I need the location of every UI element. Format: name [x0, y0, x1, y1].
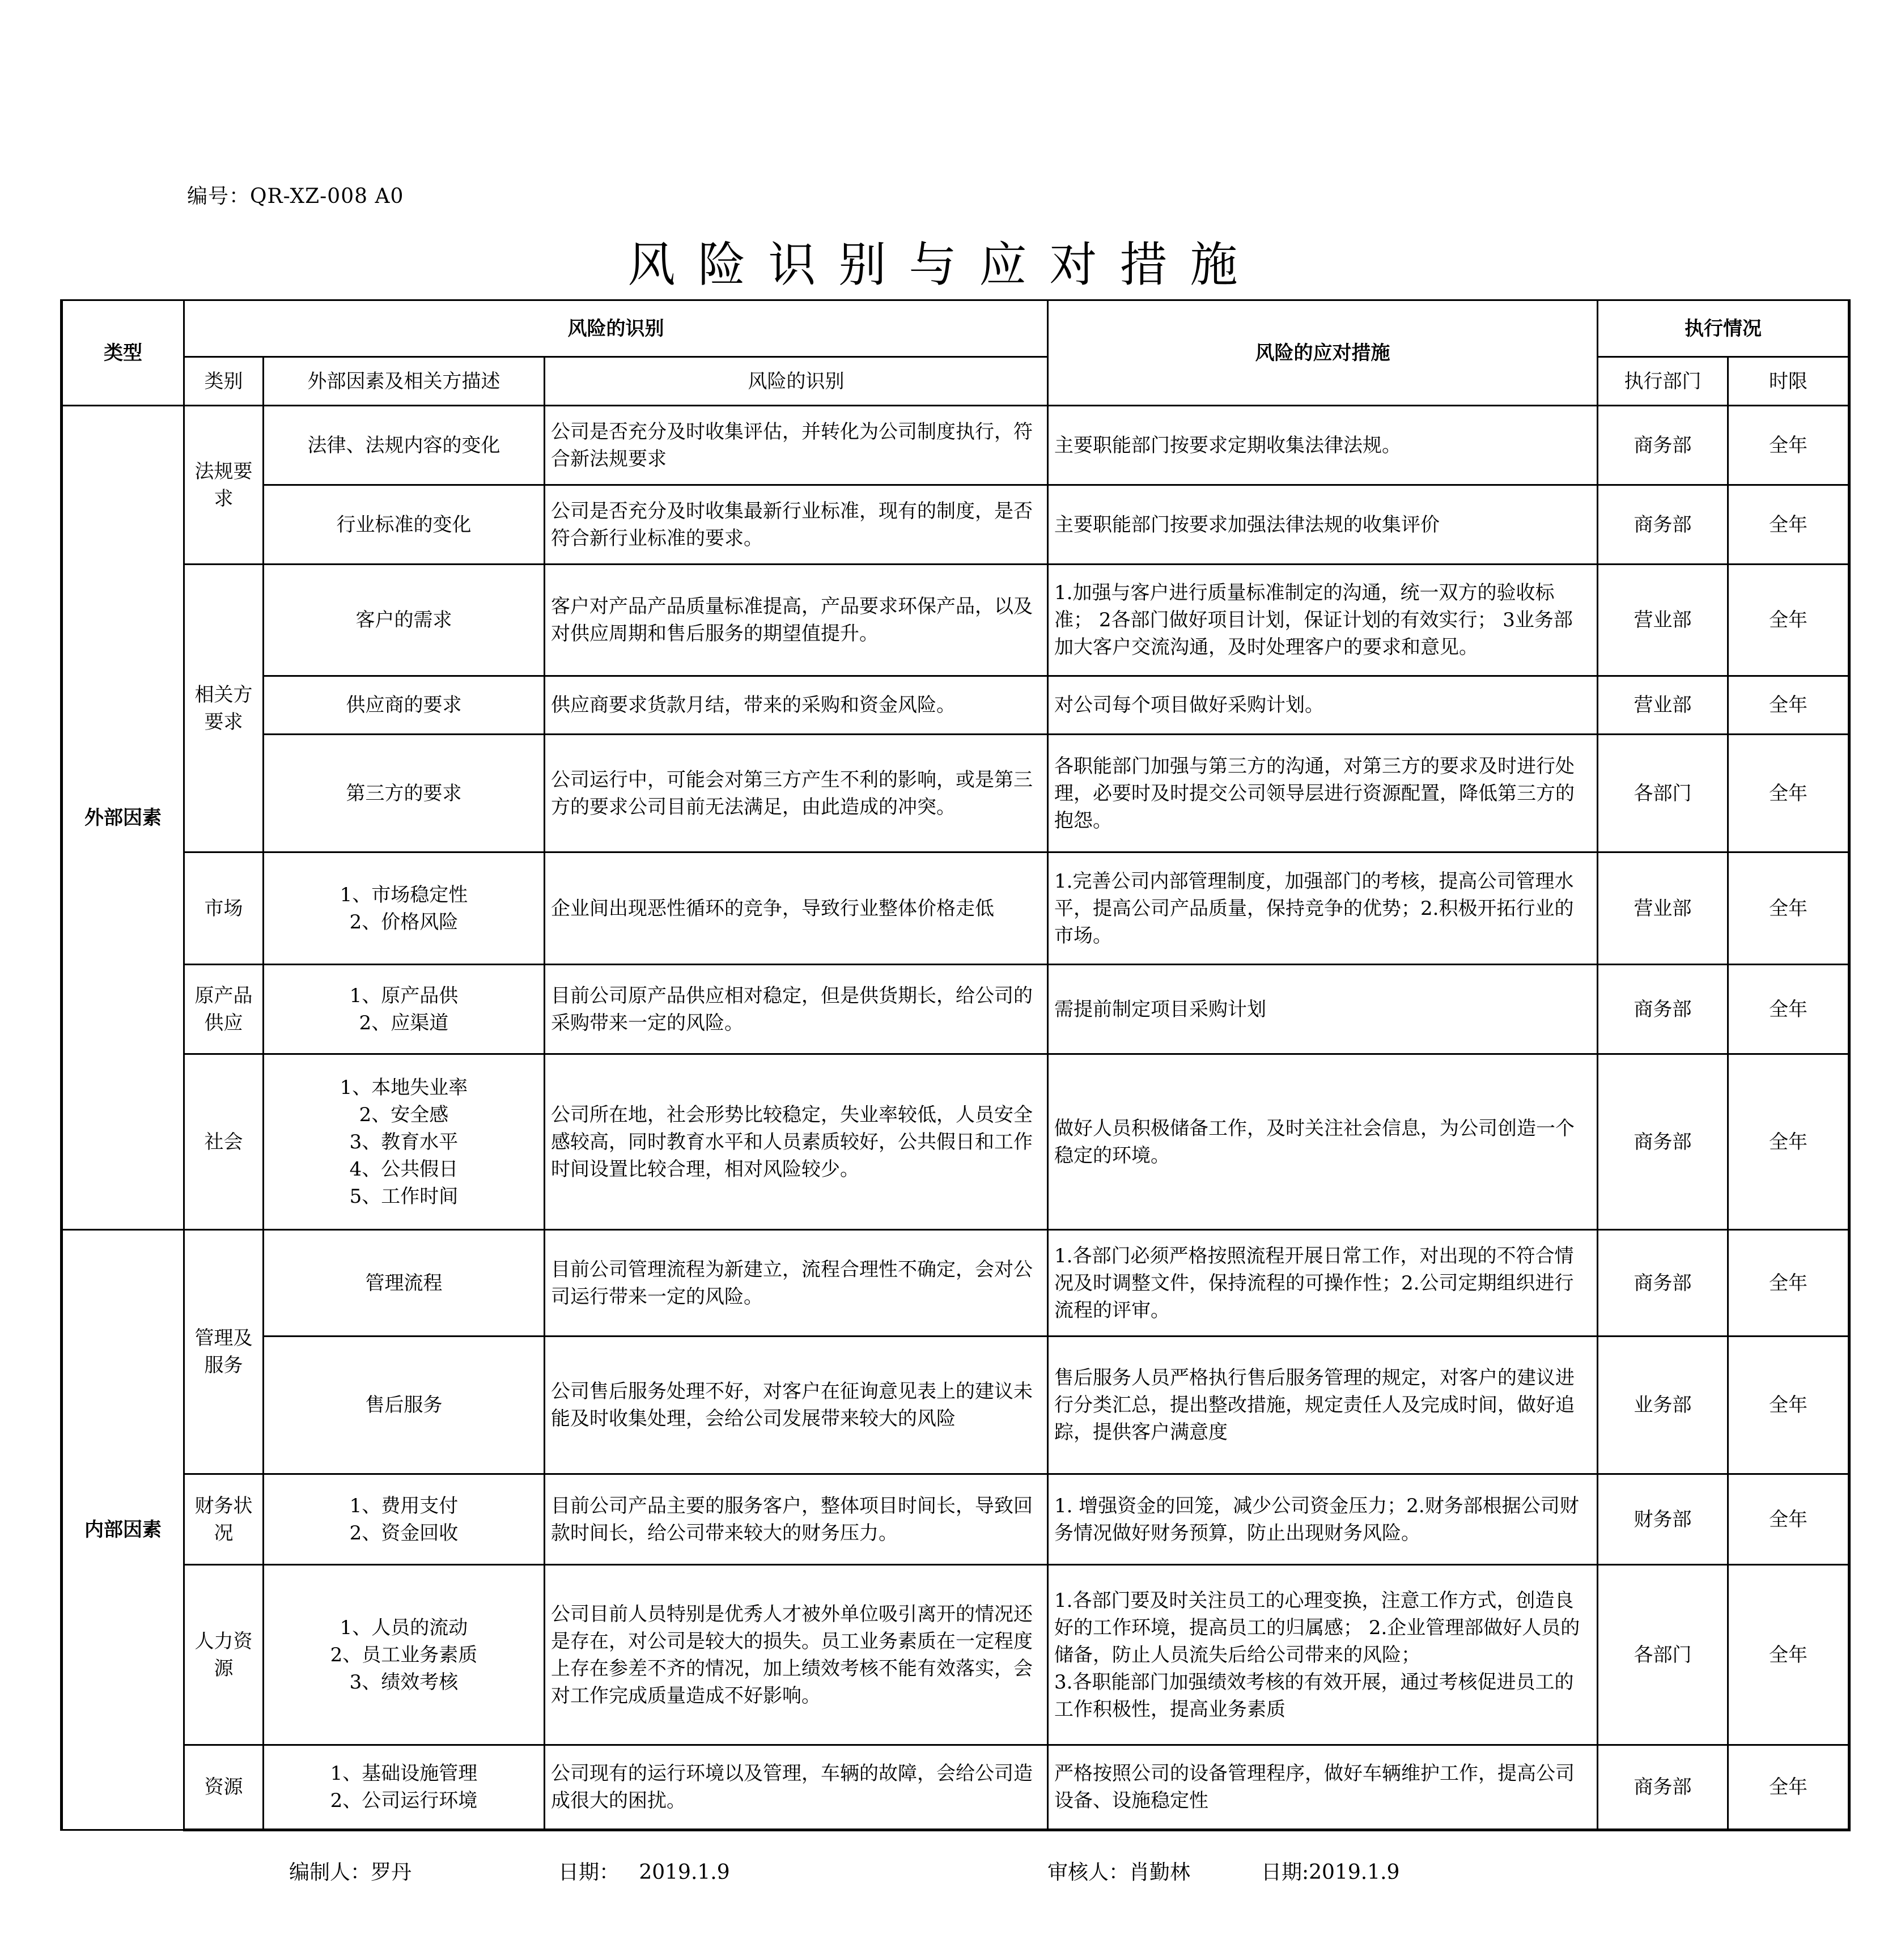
dept-cell: 商务部 — [1598, 1745, 1728, 1830]
risk-cell: 公司售后服务处理不好，对客户在征询意见表上的建议未能及时收集处理，会给公司发展带来较大的风险 — [545, 1337, 1048, 1474]
deadline-cell: 全年 — [1728, 965, 1849, 1054]
measure-cell: 1.各部门必须严格按照流程开展日常工作，对出现的不符合情况及时调整文件，保持流程的可操作性；2.公司定期组织进行流程的评审。 — [1048, 1230, 1598, 1337]
deadline-cell: 全年 — [1728, 1054, 1849, 1230]
risk-cell: 目前公司原产品供应相对稳定，但是供货期长，给公司的采购带来一定的风险。 — [545, 965, 1048, 1054]
preparer: 编制人：罗丹 — [289, 1861, 412, 1884]
measure-cell: 做好人员积极储备工作，及时关注社会信息，为公司创造一个稳定的环境。 — [1048, 1054, 1598, 1230]
deadline-cell: 全年 — [1728, 1230, 1849, 1337]
header-dept: 执行部门 — [1598, 357, 1728, 406]
desc-cell: 售后服务 — [264, 1337, 545, 1474]
category-cell: 财务状况 — [184, 1474, 264, 1565]
desc-cell: 1、市场稳定性 2、价格风险 — [264, 852, 545, 965]
measure-cell: 主要职能部门按要求加强法律法规的收集评价 — [1048, 485, 1598, 565]
desc-cell: 管理流程 — [264, 1230, 545, 1337]
desc-cell: 第三方的要求 — [264, 735, 545, 852]
measure-cell: 1.各部门要及时关注员工的心理变换，注意工作方式，创造良好的工作环境，提高员工的归属感； 2.企业管理部做好人员的储备，防止人员流失后给公司带来的风险； 3.各职能部门加强绩效考核的有效开展，通过考核促进员工的工作积极性，提高业务素质 — [1048, 1565, 1598, 1745]
deadline-cell: 全年 — [1728, 1337, 1849, 1474]
desc-cell: 1、原产品供 2、应渠道 — [264, 965, 545, 1054]
table-row — [62, 852, 1849, 965]
deadline-cell: 全年 — [1728, 1565, 1849, 1745]
risk-table — [60, 299, 1851, 1831]
measure-cell: 对公司每个项目做好采购计划。 — [1048, 676, 1598, 735]
risk-cell: 公司是否充分及时收集评估，并转化为公司制度执行，符合新法规要求 — [545, 406, 1048, 485]
measure-cell: 售后服务人员严格执行售后服务管理的规定，对客户的建议进行分类汇总，提出整改措施，规定责任人及完成时间，做好追踪，提供客户满意度 — [1048, 1337, 1598, 1474]
desc-cell: 1、费用支付 2、资金回收 — [264, 1474, 545, 1565]
dept-cell: 商务部 — [1598, 965, 1728, 1054]
desc-cell: 1、人员的流动 2、员工业务素质 3、绩效考核 — [264, 1565, 545, 1745]
deadline-cell: 全年 — [1728, 485, 1849, 565]
category-cell: 社会 — [184, 1054, 264, 1230]
reviewer: 审核人：肖勤林 — [1047, 1861, 1191, 1884]
measure-cell: 1.完善公司内部管理制度，加强部门的考核，提高公司管理水平，提高公司产品质量，保持竞争的优势；2.积极开拓行业的市场。 — [1048, 852, 1598, 965]
risk-cell: 公司所在地，社会形势比较稳定，失业率较低，人员安全感较高，同时教育水平和人员素质较好，公共假日和工作时间设置比较合理，相对风险较少。 — [545, 1054, 1048, 1230]
desc-cell: 1、本地失业率 2、安全感 3、教育水平 4、公共假日 5、工作时间 — [264, 1054, 545, 1230]
measure-cell: 严格按照公司的设备管理程序，做好车辆维护工作，提高公司设备、设施稳定性 — [1048, 1745, 1598, 1830]
dept-cell: 商务部 — [1598, 1230, 1728, 1337]
risk-cell: 目前公司管理流程为新建立，流程合理性不确定，会对公司运行带来一定的风险。 — [545, 1230, 1048, 1337]
risk-cell: 公司现有的运行环境以及管理，车辆的故障，会给公司造成很大的困扰。 — [545, 1745, 1048, 1830]
reviewed-date: 日期:2019.1.9 — [1261, 1861, 1400, 1884]
table-row — [62, 565, 1849, 676]
desc-cell: 法律、法规内容的变化 — [264, 406, 545, 485]
table-row — [62, 406, 1849, 485]
deadline-cell: 全年 — [1728, 676, 1849, 735]
header-category: 类别 — [184, 357, 264, 406]
page-title: 风险识别与应对措施 — [627, 237, 1261, 292]
measure-cell: 需提前制定项目采购计划 — [1048, 965, 1598, 1054]
desc-cell: 供应商的要求 — [264, 676, 545, 735]
measure-cell: 各职能部门加强与第三方的沟通，对第三方的要求及时进行处理，必要时及时提交公司领导层进行资源配置，降低第三方的抱怨。 — [1048, 735, 1598, 852]
table-row — [62, 735, 1849, 852]
measure-cell: 1. 增强资金的回笼，减少公司资金压力；2.财务部根据公司财务情况做好财务预算，防止出现财务风险。 — [1048, 1474, 1598, 1565]
dept-cell: 营业部 — [1598, 565, 1728, 676]
deadline-cell: 全年 — [1728, 406, 1849, 485]
measure-cell: 1.加强与客户进行质量标准制定的沟通，统一双方的验收标准； 2各部门做好项目计划，保证计划的有效实行； 3业务部加大客户交流沟通，及时处理客户的要求和意见。 — [1048, 565, 1598, 676]
category-cell: 原产品供应 — [184, 965, 264, 1054]
header-type: 类型 — [62, 300, 184, 406]
document-code: 编号：QR-XZ-008 A0 — [187, 185, 404, 208]
dept-cell: 营业部 — [1598, 676, 1728, 735]
header-row-1 — [62, 300, 1849, 357]
table-row — [62, 485, 1849, 565]
table-row — [62, 1230, 1849, 1337]
category-cell: 人力资源 — [184, 1565, 264, 1745]
category-cell: 市场 — [184, 852, 264, 965]
deadline-cell: 全年 — [1728, 1745, 1849, 1830]
risk-cell: 公司运行中，可能会对第三方产生不利的影响，或是第三方的要求公司目前无法满足，由此造成的冲突。 — [545, 735, 1048, 852]
risk-cell: 企业间出现恶性循环的竞争，导致行业整体价格走低 — [545, 852, 1048, 965]
deadline-cell: 全年 — [1728, 1474, 1849, 1565]
table-row — [62, 1745, 1849, 1830]
dept-cell: 各部门 — [1598, 1565, 1728, 1745]
header-deadline: 时限 — [1728, 357, 1849, 406]
group-internal: 内部因素 — [62, 1230, 184, 1830]
header-execution: 执行情况 — [1598, 300, 1849, 357]
desc-cell: 客户的需求 — [264, 565, 545, 676]
risk-cell: 客户对产品产品质量标准提高，产品要求环保产品，以及对供应周期和售后服务的期望值提升。 — [545, 565, 1048, 676]
category-cell: 法规要求 — [184, 406, 264, 565]
header-external-desc: 外部因素及相关方描述 — [264, 357, 545, 406]
category-cell: 资源 — [184, 1745, 264, 1830]
risk-cell: 供应商要求货款月结，带来的采购和资金风险。 — [545, 676, 1048, 735]
header-identification-group: 风险的识别 — [184, 300, 1048, 357]
category-cell: 相关方要求 — [184, 565, 264, 852]
deadline-cell: 全年 — [1728, 735, 1849, 852]
risk-cell: 公司是否充分及时收集最新行业标准，现有的制度，是否符合新行业标准的要求。 — [545, 485, 1048, 565]
dept-cell: 商务部 — [1598, 1054, 1728, 1230]
prepared-date: 日期： 2019.1.9 — [558, 1861, 730, 1884]
table-row — [62, 1054, 1849, 1230]
risk-cell: 目前公司产品主要的服务客户，整体项目时间长，导致回款时间长，给公司带来较大的财务压力。 — [545, 1474, 1048, 1565]
group-external: 外部因素 — [62, 406, 184, 1230]
dept-cell: 商务部 — [1598, 485, 1728, 565]
risk-cell: 公司目前人员特别是优秀人才被外单位吸引离开的情况还是存在，对公司是较大的损失。员工业务素质在一定程度上存在参差不齐的情况，加上绩效考核不能有效落实，会对工作完成质量造成不好影响。 — [545, 1565, 1048, 1745]
category-cell: 管理及服务 — [184, 1230, 264, 1474]
table-row — [62, 965, 1849, 1054]
table-row — [62, 1565, 1849, 1745]
dept-cell: 商务部 — [1598, 406, 1728, 485]
dept-cell: 营业部 — [1598, 852, 1728, 965]
dept-cell: 财务部 — [1598, 1474, 1728, 1565]
deadline-cell: 全年 — [1728, 565, 1849, 676]
table-row — [62, 1337, 1849, 1474]
deadline-cell: 全年 — [1728, 852, 1849, 965]
measure-cell: 主要职能部门按要求定期收集法律法规。 — [1048, 406, 1598, 485]
dept-cell: 各部门 — [1598, 735, 1728, 852]
desc-cell: 1、基础设施管理 2、公司运行环境 — [264, 1745, 545, 1830]
table-row — [62, 1474, 1849, 1565]
header-measures: 风险的应对措施 — [1048, 300, 1598, 406]
desc-cell: 行业标准的变化 — [264, 485, 545, 565]
dept-cell: 业务部 — [1598, 1337, 1728, 1474]
table-row — [62, 676, 1849, 735]
header-identification: 风险的识别 — [545, 357, 1048, 406]
